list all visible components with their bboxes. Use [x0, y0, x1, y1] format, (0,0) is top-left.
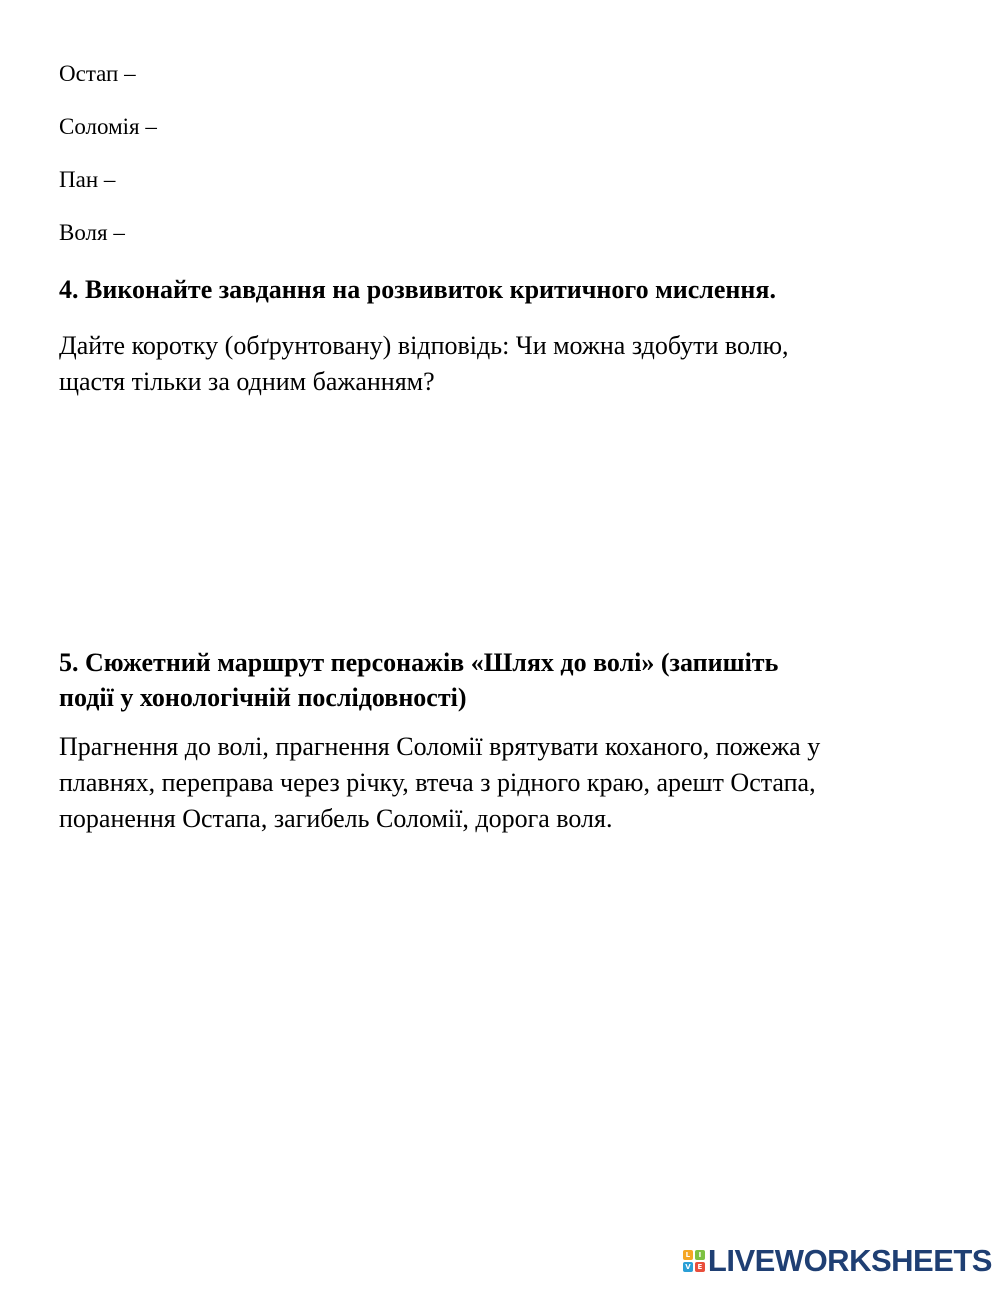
logo-tile-v: V	[683, 1262, 693, 1272]
task5-events	[59, 729, 959, 837]
task5-heading-line-1: 5. Сюжетний маршрут персонажів «Шлях до волі» (запишіть	[59, 648, 779, 677]
character-volia: Воля –	[59, 220, 125, 245]
task4-prompt-line-2: щастя тільки за одним бажанням?	[59, 367, 435, 396]
task5-events-line-2: плавнях, переправа через річку, втеча з рідного краю, арешт Остапа,	[59, 768, 816, 797]
liveworksheets-logo	[683, 1245, 992, 1277]
task5-events-line-3: поранення Остапа, загибель Соломії, дорога воля.	[59, 804, 613, 833]
task5-heading-line-2: події у хонологічній послідовності)	[59, 683, 467, 712]
task5-heading	[59, 645, 959, 715]
logo-text: LIVEWORKSHEETS	[707, 1243, 992, 1278]
logo-tile-l: L	[683, 1250, 693, 1260]
character-solomiia: Соломія –	[59, 114, 157, 139]
task5-events-line-1: Прагнення до волі, прагнення Соломії врятувати коханого, пожежа у	[59, 732, 821, 761]
logo-mark-icon	[683, 1250, 705, 1272]
logo-tile-i: I	[695, 1250, 705, 1260]
task4-prompt	[59, 328, 959, 400]
character-ostap: Остап –	[59, 61, 136, 86]
task4-prompt-line-1: Дайте коротку (обґрунтовану) відповідь: Чи можна здобути волю,	[59, 331, 789, 360]
logo-tile-e: E	[695, 1262, 705, 1272]
task4-heading: 4. Виконайте завдання на розвивиток критичного мислення.	[59, 275, 776, 304]
character-pan: Пан –	[59, 167, 116, 192]
